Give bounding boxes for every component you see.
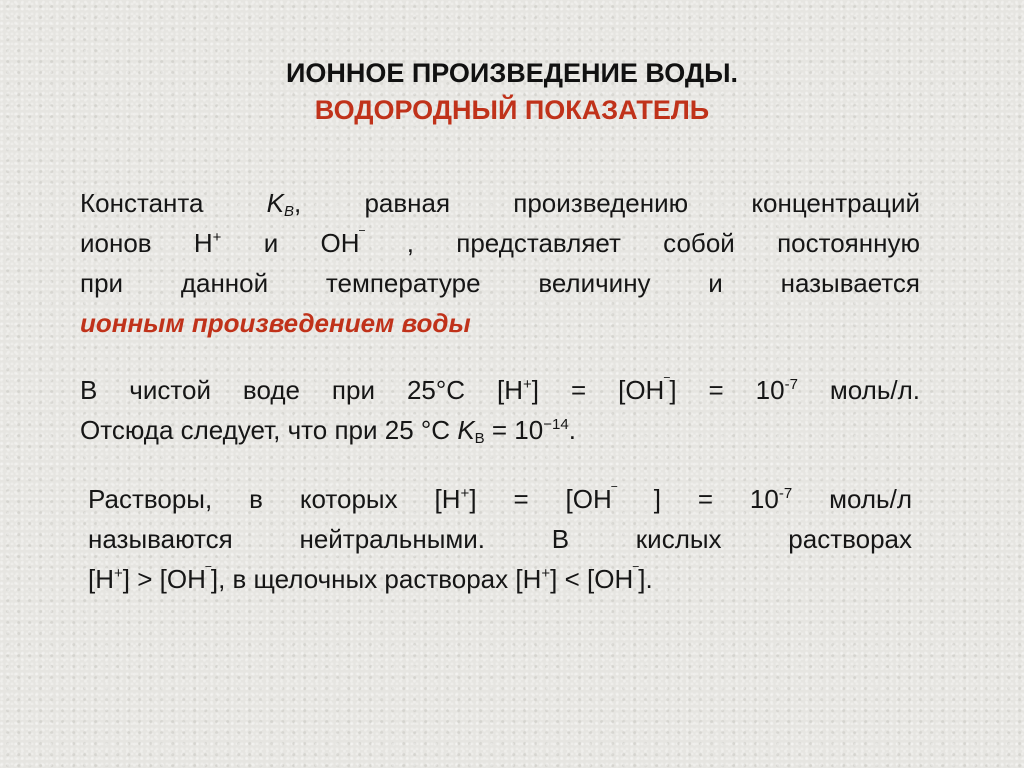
paragraph-pure-water [80, 370, 920, 450]
text-line: Отсюда следует, что при 25 °С $K_B = 10^{-14}$. [80, 415, 576, 447]
text-line: Растворы, в которых [H+] = [OH‾ ] = $10^{-7}$ моль/л [88, 484, 912, 514]
text-line: называются нейтральными. В кислых растворах [88, 524, 912, 554]
highlighted-term: ионным произведением воды [80, 308, 471, 338]
text-line: ионов H+ и OH‾ , представляет собой постоянную [80, 228, 920, 258]
text-line: В чистой воде при 25°С $[H^+] = [OH^‾] = 10^{-7}$ моль/л. [80, 375, 920, 405]
slide-subtitle: ВОДОРОДНЫЙ ПОКАЗАТЕЛЬ [314, 95, 710, 125]
text-line [80, 303, 920, 343]
text-line: Константа $K_B$, равная произведению концентраций [80, 188, 920, 220]
slide-title: ИОННОЕ ПРОИЗВЕДЕНИЕ ВОДЫ. [285, 58, 739, 88]
text-line: при данной температуре величину и называется [80, 268, 920, 298]
text-line: [H+] > [OH‾], в щелочных растворах [H+] < [OH‾]. [88, 564, 653, 594]
paragraph-ion-product-definition [80, 183, 920, 343]
paragraph-neutral-solutions [88, 479, 912, 599]
